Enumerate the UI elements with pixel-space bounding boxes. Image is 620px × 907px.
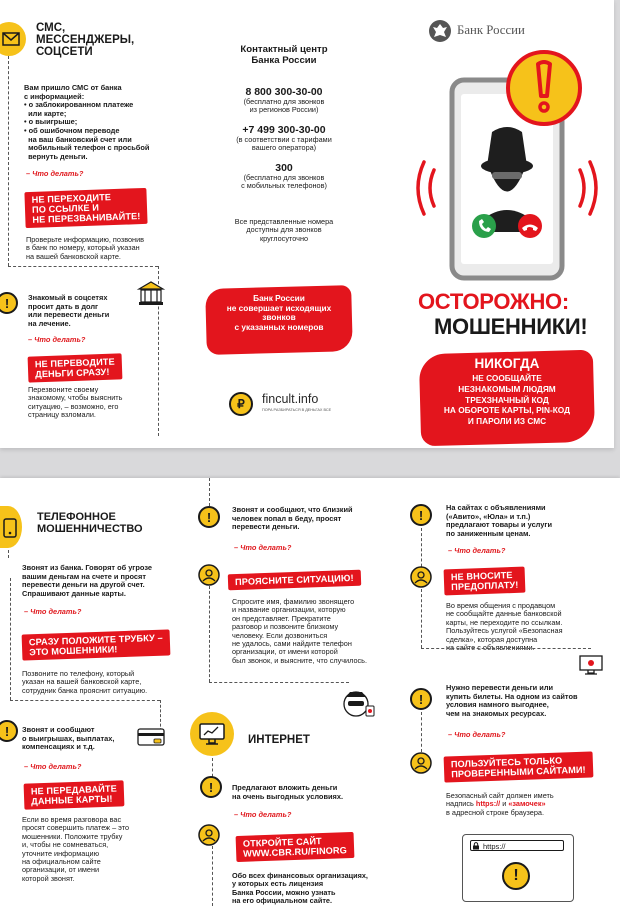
bank-name: Банк России — [457, 23, 525, 37]
tickets-after-2: в адресной строке браузера. — [446, 807, 544, 817]
phone-fraud-banner: СРАЗУ ПОЛОЖИТЕ ТРУБКУ – ЭТО МОШЕННИКИ! — [22, 629, 171, 660]
warning-icon: ! — [0, 720, 18, 742]
contacts-title: Контактный центр Банка России — [240, 44, 328, 66]
envelope-icon — [2, 31, 20, 47]
fincult-slogan: ПОРА РАЗБИРАТЬСЯ В ДЕНЬГАХ ВСЕ — [262, 408, 332, 412]
person-question-icon — [198, 824, 220, 846]
invest-after: Обо всех финансовых организациях, у которых есть лицензия Банка России, можно узнать на его официальном сайте. — [232, 871, 368, 906]
sms-after: Проверьте информацию, позвонив в банк по номеру, который указан на вашей банковской карте. — [26, 235, 145, 261]
phone-1[interactable]: 8 800 300-30-00 — [245, 86, 323, 98]
warning-icon: ! — [410, 504, 432, 526]
phone-fraud-ask: – Что делать? — [24, 607, 82, 616]
prize-body: Звонят и сообщают о выигрышах, выплатах, компенсациях и т.д. — [22, 725, 115, 752]
sms-ask: – Что делать? — [26, 169, 84, 178]
address-bar[interactable] — [470, 840, 564, 851]
sms-body: Вам пришло СМС от банка с информацией: • о заблокированном платеже или карте; • о выигрыше; • об ошибочном переводе на ваш банковский счет или мобильный телефон с просьбой вернуть деньги. — [24, 83, 150, 161]
cover-title-1: ОСТОРОЖНО: — [418, 289, 569, 314]
bank-card-icon — [136, 726, 168, 748]
tickets-after — [446, 792, 554, 817]
never-share-body: НЕ СООБЩАЙТЕ НЕЗНАКОМЫМ ЛЮДЯМ ТРЕХЗНАЧНЫЙ КОД НА ОБОРОТЕ КАРТЫ, PIN-КОД И ПАРОЛИ ИЗ СМС — [443, 373, 571, 427]
person-question-icon — [410, 566, 432, 588]
warning-icon: ! — [200, 776, 222, 798]
relative-body: Звонят и сообщают, что близкий человек попал в беду, просят перевести деньги. — [232, 505, 353, 532]
phone-2[interactable]: +7 499 300-30-00 — [242, 124, 326, 136]
scam-call-illustration — [416, 50, 606, 282]
prize-after: Если во время разговора вас просят совершить платеж – это мошенники. Положите трубку и, чтобы не сомневаться, уточните информацию на официальном сайте организации, от имени которой звонят. — [22, 815, 130, 883]
scammer-mask-icon — [340, 688, 376, 718]
social-ask: – Что делать? — [28, 335, 86, 344]
person-question-icon — [198, 564, 220, 586]
cover-title-2: МОШЕННИКИ! — [434, 314, 588, 339]
phone-fraud-after: Позвоните по телефону, который указан на вашей банковской карте, сотрудник банка прояснит ситуацию. — [22, 669, 148, 695]
internet-title: ИНТЕРНЕТ — [248, 734, 310, 746]
fincult-logo-icon: ₽ — [229, 392, 253, 416]
leaflet-back — [0, 478, 620, 907]
bank-building-icon — [136, 280, 166, 306]
leaflet-front — [0, 0, 614, 448]
phone-3-note: (бесплатно для звонков с мобильных телефонов) — [241, 173, 327, 191]
address-text: https:// — [483, 842, 506, 851]
phone-handset-icon — [2, 518, 18, 538]
monitor-icon — [198, 722, 226, 746]
invest-body: Предлагают вложить деньги на очень выгодных условиях. — [232, 783, 344, 801]
relative-banner: ПРОЯСНИТЕ СИТУАЦИЮ! — [228, 570, 361, 591]
computer-icon — [578, 654, 604, 676]
person-question-icon — [410, 752, 432, 774]
warning-icon: ! — [198, 506, 220, 528]
contacts-note: Все представленные номера доступны для звонков круглосуточно — [234, 217, 334, 243]
tickets-body: Нужно перевести деньги или купить билеты. На одном из сайтов условия намного выгоднее, чем на знакомых ресурсах. — [446, 683, 578, 718]
warning-icon: ! — [502, 862, 530, 890]
phone-fraud-body: Звонят из банка. Говорят об угрозе вашим деньгам на счете и просят перевести деньги на другой счет. Спрашивают данные карты. — [22, 563, 153, 598]
phone-2-note: (в соответствии с тарифами вашего оператора) — [236, 135, 332, 153]
ads-ask: – Что делать? — [448, 546, 506, 555]
relative-after: Спросите имя, фамилию звонящего и название организации, которую он представляет. Прекратите разговор и позвоните близкому человеку. Если дозвониться не удалось, сами найдите телефон организации, от имени которой был звонок, и выясните, что случилось. — [232, 597, 367, 665]
invest-ask: – Что делать? — [234, 810, 292, 819]
bank-of-russia-emblem-icon — [428, 19, 452, 43]
fincult-site[interactable]: fincult.info — [262, 392, 319, 406]
warning-icon: ! — [410, 688, 432, 710]
tickets-after-1: Безопасный сайт должен иметь надпись — [446, 791, 554, 809]
tickets-ask: – Что делать? — [448, 730, 506, 739]
no-outgoing-calls-text: Банк России не совершает исходящих звонков с указанных номеров — [226, 293, 332, 332]
lock-label: «замочек» — [508, 799, 546, 809]
social-after: Перезвоните своему знакомому, чтобы выяснить ситуацию, – возможно, его страницу взломали. — [28, 385, 123, 420]
phone-fraud-title: ТЕЛЕФОННОЕ МОШЕННИЧЕСТВО — [37, 511, 143, 535]
phone-3[interactable]: 300 — [275, 162, 293, 174]
sms-title: СМС, МЕССЕНДЖЕРЫ, СОЦСЕТИ — [36, 22, 135, 58]
prize-banner: НЕ ПЕРЕДАВАЙТЕ ДАННЫЕ КАРТЫ! — [24, 780, 125, 809]
ads-after: Во время общения с продавцом не сообщайте данные банковской карты, не переходите по ссылкам. Пользуйтесь услугой «Безопасная сделка», которая доступна на сайте с объявлениями. — [446, 601, 563, 653]
invest-banner[interactable]: ОТКРОЙТЕ САЙТ WWW.CBR.RU/FINORG — [236, 832, 355, 862]
never-share-head: НИКОГДА — [474, 356, 540, 371]
sms-banner: НЕ ПЕРЕХОДИТЕ ПО ССЫЛКЕ И НЕ ПЕРЕЗВАНИВАЙТЕ! — [24, 188, 147, 228]
prize-ask: – Что делать? — [24, 762, 82, 771]
warning-icon: ! — [0, 292, 18, 314]
social-banner: НЕ ПЕРЕВОДИТЕ ДЕНЬГИ СРАЗУ! — [28, 353, 123, 382]
ads-banner: НЕ ВНОСИТЕ ПРЕДОПЛАТУ! — [444, 567, 526, 596]
https-label: https:// — [475, 799, 501, 809]
lock-icon — [472, 842, 480, 850]
relative-ask: – Что делать? — [234, 543, 292, 552]
phone-1-note: (бесплатно для звонков из регионов России) — [243, 97, 325, 115]
and-label: и — [500, 799, 509, 809]
ads-body: На сайтах с объявлениями («Авито», «Юла» и т.п.) предлагают товары и услуги по заниженным ценам. — [446, 503, 553, 538]
social-body: Знакомый в соцсетях просит дать в долг или перевести деньги на лечение. — [28, 293, 110, 328]
tickets-banner: ПОЛЬЗУЙТЕСЬ ТОЛЬКО ПРОВЕРЕННЫМИ САЙТАМИ! — [444, 751, 593, 782]
